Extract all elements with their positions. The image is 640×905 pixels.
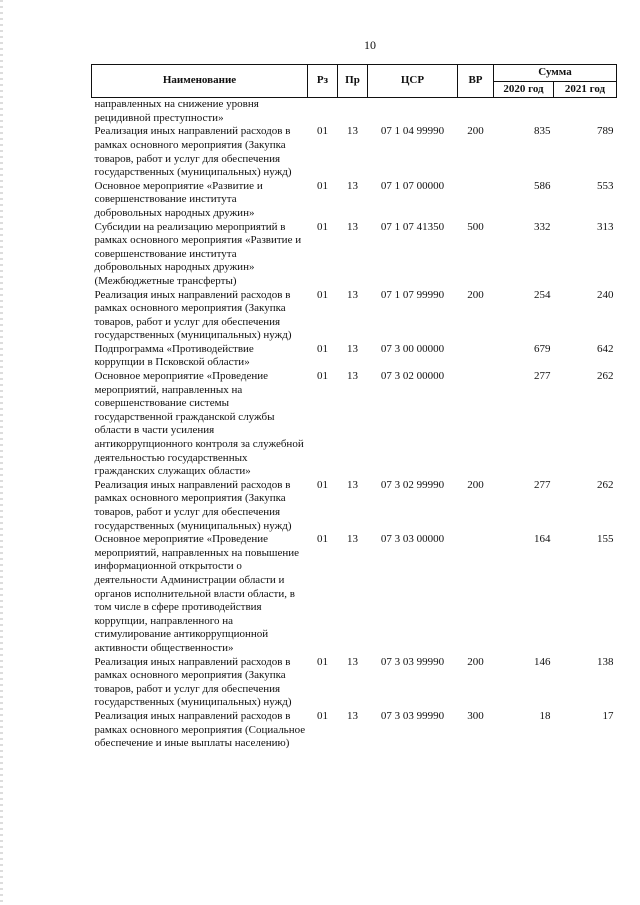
cell-sum-2021: 313	[597, 220, 614, 233]
cell-name: Подпрограмма «Противодействие коррупции в Псковской области»	[94, 342, 254, 369]
cell-name: Субсидии на реализацию мероприятий в рамках основного мероприятия «Развитие и совершенствование института добровольных народных дружин» (Межбюджетные трансферты)	[94, 220, 302, 287]
cell-name: Основное мероприятие «Развитие и совершенствование института добровольных народных дружин»	[94, 179, 263, 219]
cell-name: Основное мероприятие «Проведение мероприятий, направленных на повышение информационной открытости о деятельности Администрации области и органов исполнительной власти области, в том числе в сфере противодействия коррупции, направленного на стимулирование антикоррупционной активности общественности»	[94, 533, 299, 654]
table-row	[92, 289, 617, 343]
cell-vr	[458, 180, 494, 221]
cell-sum-2020: 254	[534, 288, 551, 301]
table-body	[92, 98, 617, 751]
table-row	[92, 343, 617, 370]
cell-sum-2021: 642	[597, 342, 614, 355]
cell-sum-2021: 789	[597, 125, 614, 138]
cell-rz: 01	[317, 709, 328, 722]
table-row	[92, 221, 617, 289]
cell-pr: 13	[347, 370, 358, 383]
cell-sum-2020: 277	[534, 370, 551, 383]
cell-pr: 13	[347, 288, 358, 301]
header-vr: ВР	[458, 65, 494, 98]
cell-vr: 200	[467, 125, 484, 138]
table-row	[92, 370, 617, 479]
table-header	[92, 65, 617, 98]
cell-sum-2020	[494, 98, 554, 126]
header-pr: Пр	[338, 65, 368, 98]
table-row	[92, 533, 617, 655]
header-year-2021: 2021 год	[554, 81, 617, 98]
cell-vr: 300	[467, 709, 484, 722]
cell-sum-2020: 332	[534, 220, 551, 233]
cell-rz: 01	[317, 655, 328, 668]
table-row	[92, 180, 617, 221]
cell-sum-2020: 18	[539, 709, 551, 722]
cell-sum-2020: 277	[534, 478, 551, 491]
cell-name: Реализация иных направлений расходов в рамках основного мероприятия (Закупка товаров, работ и услуг для обеспечения государственных (муниципальных) нужд)	[94, 478, 292, 532]
cell-csr: 07 1 07 41350	[380, 220, 445, 233]
cell-csr: 07 1 04 99990	[380, 125, 445, 138]
cell-rz: 01	[317, 220, 328, 233]
cell-name: Основное мероприятие «Проведение мероприятий, направленных на совершенствование системы государственной гражданской службы области в части усиления антикоррупционного контроля за служебной деятельностью государственных гражданских служащих области»	[94, 370, 304, 478]
cell-pr: 13	[347, 342, 358, 355]
cell-sum-2020: 586	[534, 179, 551, 192]
cell-rz: 01	[317, 478, 328, 491]
cell-sum-2021: 17	[602, 709, 614, 722]
cell-pr: 13	[347, 179, 358, 192]
cell-vr: 200	[467, 288, 484, 301]
cell-sum-2021: 262	[597, 370, 614, 383]
cell-vr	[458, 343, 494, 370]
table-row	[92, 710, 617, 751]
header-sum: Сумма	[494, 65, 617, 82]
cell-csr: 07 1 07 00000	[380, 179, 445, 192]
cell-pr: 13	[347, 709, 358, 722]
cell-sum-2020: 679	[534, 342, 551, 355]
table-row	[92, 656, 617, 710]
cell-rz: 01	[317, 370, 328, 383]
cell-csr: 07 3 00 00000	[380, 342, 445, 355]
header-csr: ЦСР	[368, 65, 458, 98]
cell-rz: 01	[317, 342, 328, 355]
header-year-2020: 2020 год	[494, 81, 554, 98]
cell-sum-2020: 146	[534, 655, 551, 668]
cell-sum-2021: 553	[597, 179, 614, 192]
cell-pr: 13	[347, 655, 358, 668]
cell-csr: 07 3 03 99990	[380, 655, 445, 668]
cell-pr: 13	[347, 125, 358, 138]
cell-rz: 01	[317, 288, 328, 301]
budget-table	[91, 64, 617, 751]
cell-vr	[458, 370, 494, 479]
cell-pr: 13	[347, 533, 358, 546]
cell-sum-2021	[554, 98, 617, 126]
scan-edge	[0, 0, 3, 905]
table-row	[92, 98, 617, 126]
cell-rz: 01	[317, 125, 328, 138]
cell-pr: 13	[347, 220, 358, 233]
cell-name: Реализация иных направлений расходов в рамках основного мероприятия (Социальное обеспечение и иные выплаты населению)	[94, 709, 306, 750]
cell-vr: 200	[467, 478, 484, 491]
cell-csr: 07 3 02 99990	[380, 478, 445, 491]
cell-rz	[308, 98, 338, 126]
cell-sum-2021: 262	[597, 478, 614, 491]
cell-name: направленных на снижение уровня рецидивной преступности»	[94, 98, 259, 124]
cell-sum-2021: 138	[597, 655, 614, 668]
cell-vr	[458, 533, 494, 655]
cell-sum-2021: 155	[597, 533, 614, 546]
cell-rz: 01	[317, 179, 328, 192]
cell-vr: 200	[467, 655, 484, 668]
cell-sum-2021: 240	[597, 288, 614, 301]
table-row	[92, 125, 617, 179]
cell-pr: 13	[347, 478, 358, 491]
cell-name: Реализация иных направлений расходов в рамках основного мероприятия (Закупка товаров, работ и услуг для обеспечения государственных (муниципальных) нужд)	[94, 655, 292, 709]
cell-csr: 07 3 03 00000	[380, 533, 445, 546]
page-number: 10	[364, 38, 376, 52]
cell-csr: 07 1 07 99990	[380, 288, 445, 301]
header-rz: Рз	[308, 65, 338, 98]
header-name: Наименование	[92, 65, 308, 98]
cell-csr: 07 3 03 99990	[380, 709, 445, 722]
cell-name: Реализация иных направлений расходов в рамках основного мероприятия (Закупка товаров, работ и услуг для обеспечения государственных (муниципальных) нужд)	[94, 125, 292, 179]
cell-vr: 500	[467, 220, 484, 233]
cell-csr	[368, 98, 458, 126]
table-row	[92, 479, 617, 533]
cell-vr	[458, 98, 494, 126]
cell-sum-2020: 164	[534, 533, 551, 546]
cell-csr: 07 3 02 00000	[380, 370, 445, 383]
cell-pr	[338, 98, 368, 126]
cell-sum-2020: 835	[534, 125, 551, 138]
cell-rz: 01	[317, 533, 328, 546]
cell-name: Реализация иных направлений расходов в рамках основного мероприятия (Закупка товаров, работ и услуг для обеспечения государственных (муниципальных) нужд)	[94, 288, 292, 342]
